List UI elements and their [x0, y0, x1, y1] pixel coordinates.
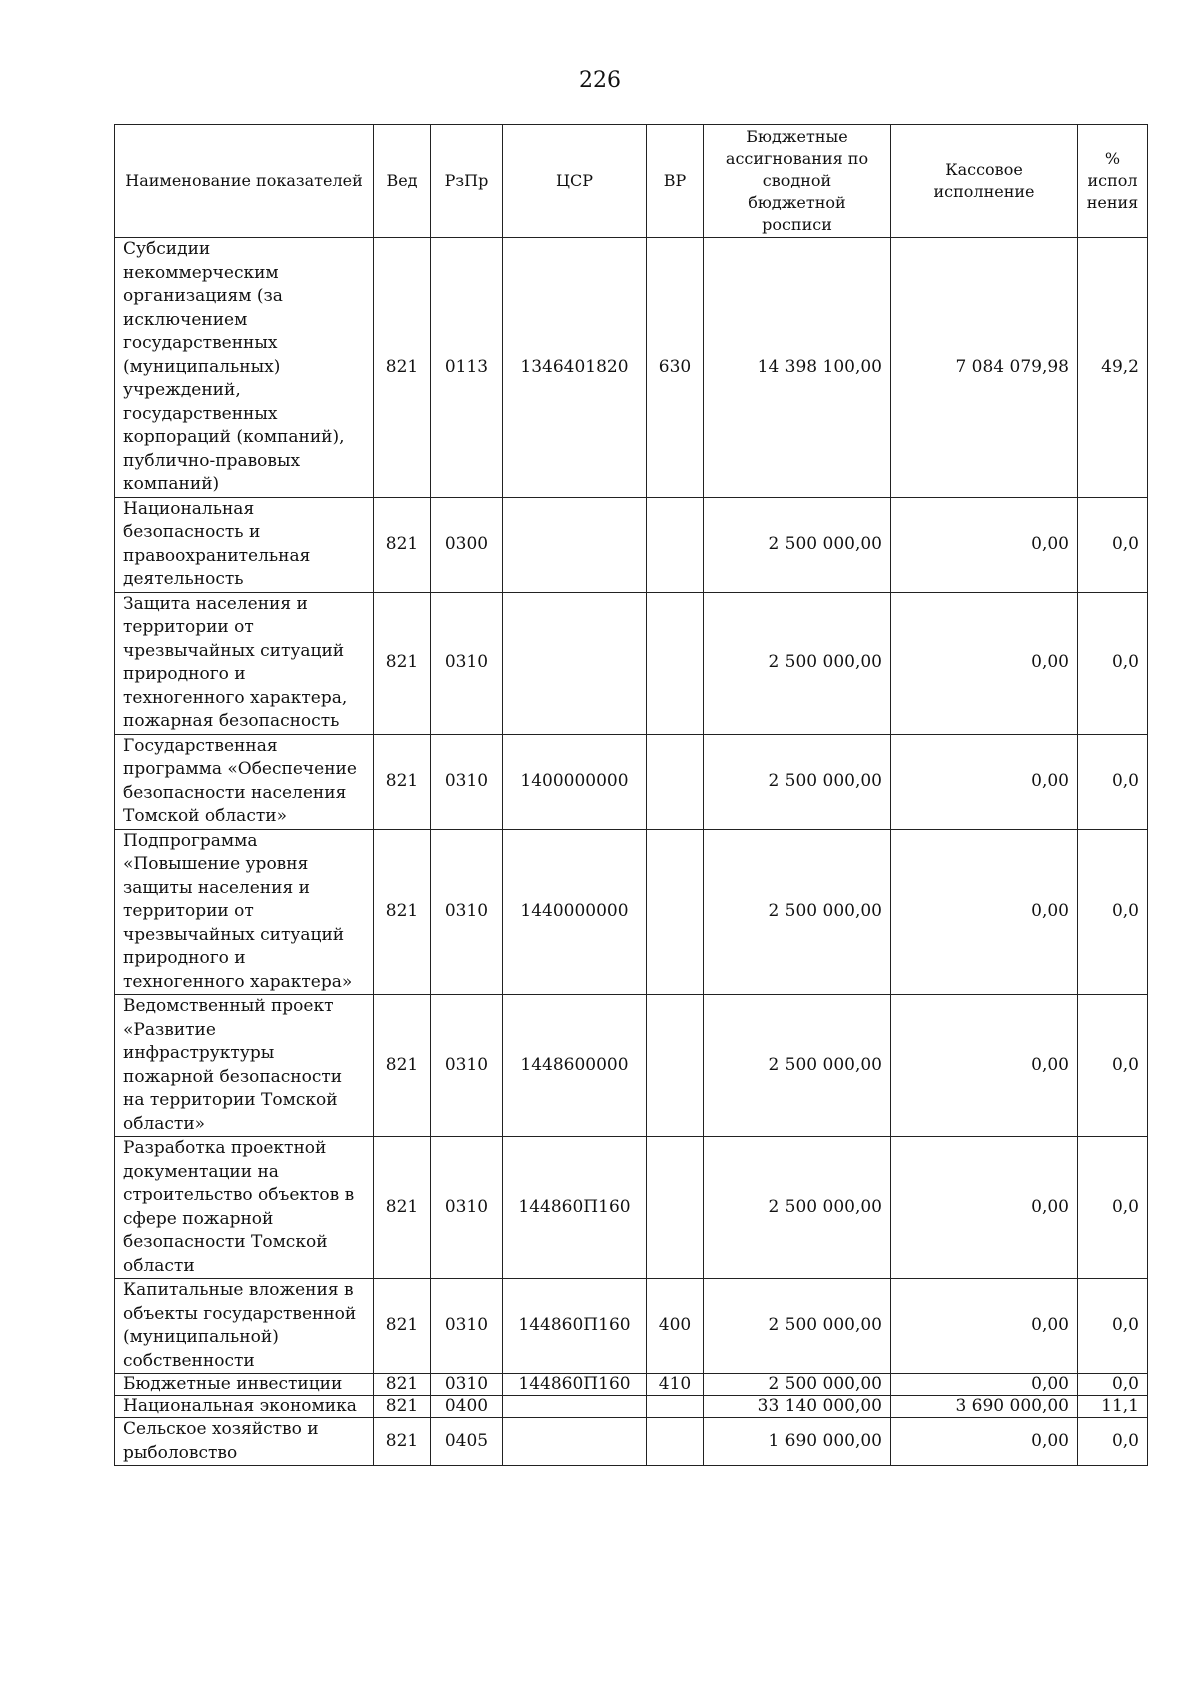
row-rzpr: 0310 — [431, 1279, 503, 1374]
row-csr: 144860П160 — [503, 1374, 647, 1396]
row-assignments: 1 690 000,00 — [704, 1418, 891, 1466]
row-name: Национальная безопасность и правоохранительная деятельность — [115, 497, 374, 592]
row-percent: 49,2 — [1078, 238, 1148, 498]
row-ved: 821 — [374, 1418, 431, 1466]
row-rzpr: 0310 — [431, 1137, 503, 1279]
table-row — [115, 1418, 1148, 1466]
row-assignments: 2 500 000,00 — [704, 1279, 891, 1374]
row-name: Сельское хозяйство и рыболовство — [115, 1418, 374, 1466]
header-percent: % испол нения — [1078, 125, 1148, 238]
row-vr: 630 — [647, 238, 704, 498]
row-name: Национальная экономика — [115, 1396, 374, 1418]
row-execution: 0,00 — [891, 1374, 1078, 1396]
row-execution: 0,00 — [891, 1137, 1078, 1279]
row-name: Бюджетные инвестиции — [115, 1374, 374, 1396]
row-csr: 1440000000 — [503, 829, 647, 995]
row-vr — [647, 1418, 704, 1466]
row-ved: 821 — [374, 238, 431, 498]
row-vr — [647, 829, 704, 995]
row-assignments: 2 500 000,00 — [704, 995, 891, 1137]
row-name: Подпрограмма «Повышение уровня защиты населения и территории от чрезвычайных ситуаций природного и техногенного характера» — [115, 829, 374, 995]
row-assignments: 2 500 000,00 — [704, 592, 891, 734]
row-assignments: 33 140 000,00 — [704, 1396, 891, 1418]
row-execution: 0,00 — [891, 1418, 1078, 1466]
row-execution: 0,00 — [891, 734, 1078, 829]
row-vr: 410 — [647, 1374, 704, 1396]
row-rzpr: 0310 — [431, 1374, 503, 1396]
row-vr — [647, 497, 704, 592]
row-ved: 821 — [374, 1396, 431, 1418]
row-csr: 1346401820 — [503, 238, 647, 498]
table-row — [115, 734, 1148, 829]
row-execution: 7 084 079,98 — [891, 238, 1078, 498]
row-vr — [647, 1137, 704, 1279]
row-rzpr: 0310 — [431, 829, 503, 995]
row-name: Ведомственный проект «Развитие инфраструктуры пожарной безопасности на территории Томской области» — [115, 995, 374, 1137]
row-rzpr: 0310 — [431, 995, 503, 1137]
header-csr: ЦСР — [503, 125, 647, 238]
row-percent: 0,0 — [1078, 497, 1148, 592]
row-rzpr: 0113 — [431, 238, 503, 498]
row-execution: 0,00 — [891, 592, 1078, 734]
row-execution: 0,00 — [891, 829, 1078, 995]
row-ved: 821 — [374, 1374, 431, 1396]
row-ved: 821 — [374, 497, 431, 592]
table-row — [115, 829, 1148, 995]
row-csr — [503, 592, 647, 734]
table-row — [115, 592, 1148, 734]
row-vr — [647, 592, 704, 734]
row-rzpr: 0405 — [431, 1418, 503, 1466]
table-row — [115, 1374, 1148, 1396]
table-row — [115, 995, 1148, 1137]
row-execution: 0,00 — [891, 995, 1078, 1137]
row-execution: 3 690 000,00 — [891, 1396, 1078, 1418]
row-vr — [647, 995, 704, 1137]
header-execution: Кассовое исполнение — [891, 125, 1078, 238]
row-percent: 11,1 — [1078, 1396, 1148, 1418]
row-percent: 0,0 — [1078, 1418, 1148, 1466]
row-name: Капитальные вложения в объекты государственной (муниципальной) собственности — [115, 1279, 374, 1374]
row-name: Защита населения и территории от чрезвычайных ситуаций природного и техногенного характера, пожарная безопасность — [115, 592, 374, 734]
row-percent: 0,0 — [1078, 1374, 1148, 1396]
row-csr: 144860П160 — [503, 1137, 647, 1279]
row-assignments: 14 398 100,00 — [704, 238, 891, 498]
table-row — [115, 497, 1148, 592]
table-row — [115, 1279, 1148, 1374]
row-ved: 821 — [374, 995, 431, 1137]
header-ved: Вед — [374, 125, 431, 238]
row-assignments: 2 500 000,00 — [704, 1137, 891, 1279]
row-csr — [503, 1418, 647, 1466]
row-ved: 821 — [374, 1137, 431, 1279]
header-rzpr: РзПр — [431, 125, 503, 238]
row-assignments: 2 500 000,00 — [704, 1374, 891, 1396]
row-execution: 0,00 — [891, 1279, 1078, 1374]
row-csr: 144860П160 — [503, 1279, 647, 1374]
header-assignments: Бюджетные ассигнования по сводной бюджетной росписи — [704, 125, 891, 238]
row-rzpr: 0300 — [431, 497, 503, 592]
header-name: Наименование показателей — [115, 125, 374, 238]
row-assignments: 2 500 000,00 — [704, 497, 891, 592]
row-vr — [647, 734, 704, 829]
row-csr — [503, 497, 647, 592]
row-csr: 1400000000 — [503, 734, 647, 829]
page-number: 226 — [579, 68, 621, 93]
row-ved: 821 — [374, 829, 431, 995]
row-rzpr: 0400 — [431, 1396, 503, 1418]
row-assignments: 2 500 000,00 — [704, 829, 891, 995]
table-row — [115, 1137, 1148, 1279]
row-ved: 821 — [374, 734, 431, 829]
row-rzpr: 0310 — [431, 592, 503, 734]
row-rzpr: 0310 — [431, 734, 503, 829]
row-csr — [503, 1396, 647, 1418]
row-percent: 0,0 — [1078, 734, 1148, 829]
table-row — [115, 1396, 1148, 1418]
row-ved: 821 — [374, 592, 431, 734]
row-percent: 0,0 — [1078, 995, 1148, 1137]
row-name: Государственная программа «Обеспечение безопасности населения Томской области» — [115, 734, 374, 829]
row-vr — [647, 1396, 704, 1418]
row-name: Разработка проектной документации на строительство объектов в сфере пожарной безопасности Томской области — [115, 1137, 374, 1279]
table-header-row — [115, 125, 1148, 238]
row-vr: 400 — [647, 1279, 704, 1374]
row-ved: 821 — [374, 1279, 431, 1374]
row-execution: 0,00 — [891, 497, 1078, 592]
header-vr: ВР — [647, 125, 704, 238]
budget-table — [114, 124, 1148, 1466]
row-percent: 0,0 — [1078, 1279, 1148, 1374]
row-name: Субсидии некоммерческим организациям (за исключением государственных (муниципальных) учреждений, государственных корпораций (компаний), публично-правовых компаний) — [115, 238, 374, 498]
row-csr: 1448600000 — [503, 995, 647, 1137]
row-assignments: 2 500 000,00 — [704, 734, 891, 829]
row-percent: 0,0 — [1078, 1137, 1148, 1279]
row-percent: 0,0 — [1078, 592, 1148, 734]
table-row — [115, 238, 1148, 498]
row-percent: 0,0 — [1078, 829, 1148, 995]
